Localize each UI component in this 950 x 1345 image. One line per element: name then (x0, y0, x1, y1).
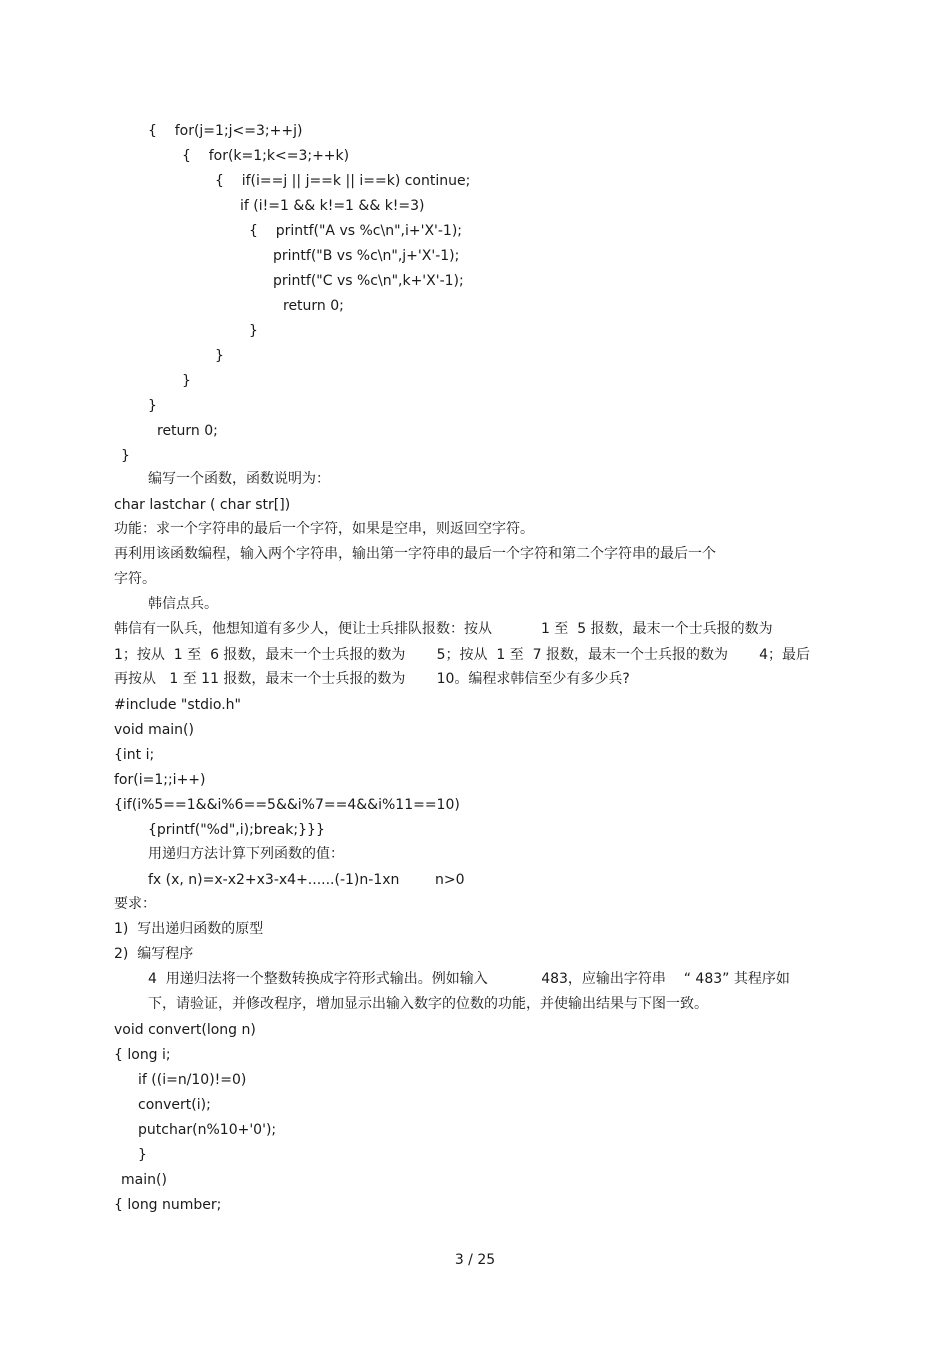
text-line: #include "stdio.h" (114, 697, 241, 713)
text-line: return 0; (283, 298, 344, 314)
text-line: { long number; (114, 1197, 222, 1213)
text-line: } (249, 323, 258, 339)
text-line: } (138, 1147, 147, 1163)
text-line: main() (121, 1172, 167, 1188)
text-line: 4 用递归法将一个整数转换成字符形式输出。例如输入 483，应输出字符串 “ 483” 其程序如 (148, 971, 790, 987)
text-line: } (215, 348, 224, 364)
text-line: char lastchar ( char str[]) (114, 497, 291, 513)
text-line: { for(j=1;j<=3;++j) (148, 123, 303, 139)
text-line: 2) 编写程序 (114, 946, 194, 962)
text-line: 字符。 (114, 571, 156, 587)
text-line: } (121, 448, 130, 464)
text-line: if (i!=1 && k!=1 && k!=3) (240, 198, 425, 214)
text-line: { long i; (114, 1047, 171, 1063)
text-line: fx (x, n)=x-x2+x3-x4+......(-1)n-1xn n>0 (148, 872, 465, 888)
text-line: 韩信点兵。 (148, 596, 218, 612)
text-line: void main() (114, 722, 194, 738)
text-line: convert(i); (138, 1097, 211, 1113)
text-line: putchar(n%10+'0'); (138, 1122, 277, 1138)
text-line: if ((i=n/10)!=0) (138, 1072, 247, 1088)
text-line: {printf("%d",i);break;}}} (148, 822, 325, 838)
page-number: 3 / 25 (454, 1252, 496, 1268)
text-line: 要求： (114, 896, 156, 912)
text-line: 1；按从 1 至 6 报数，最末一个士兵报的数为 5；按从 1 至 7 报数，最末一个士兵报的数为 4；最后 (114, 647, 811, 663)
text-line: 1) 写出递归函数的原型 (114, 921, 264, 937)
text-line: } (182, 373, 191, 389)
text-line: printf("C vs %c\n",k+'X'-1); (273, 273, 464, 289)
text-line: } (148, 398, 157, 414)
text-line: for(i=1;;i++) (114, 772, 206, 788)
text-line: 下，请验证，并修改程序，增加显示出输入数字的位数的功能，并使输出结果与下图一致。 (148, 996, 708, 1012)
text-line: return 0; (157, 423, 218, 439)
text-line: 再按从 1 至 11 报数，最末一个士兵报的数为 10。编程求韩信至少有多少兵? (114, 671, 630, 687)
text-line: {if(i%5==1&&i%6==5&&i%7==4&&i%11==10) (114, 797, 460, 813)
text-line: printf("B vs %c\n",j+'X'-1); (273, 248, 460, 264)
text-line: { for(k=1;k<=3;++k) (182, 148, 350, 164)
text-line: 功能：求一个字符串的最后一个字符，如果是空串，则返回空字符。 (114, 521, 534, 537)
text-line: 韩信有一队兵，他想知道有多少人，便让士兵排队报数：按从 1 至 5 报数，最末一个士兵报的数为 (114, 621, 773, 637)
text-line: { if(i==j || j==k || i==k) continue; (215, 173, 471, 189)
text-line: 再利用该函数编程，输入两个字符串，输出第一字符串的最后一个字符和第二个字符串的最后一个 (114, 546, 716, 562)
text-line: 用递归方法计算下列函数的值： (148, 846, 344, 862)
text-line: void convert(long n) (114, 1022, 256, 1038)
text-line: 编写一个函数，函数说明为： (148, 471, 330, 487)
text-line: {int i; (114, 747, 155, 763)
text-line: { printf("A vs %c\n",i+'X'-1); (249, 223, 463, 239)
